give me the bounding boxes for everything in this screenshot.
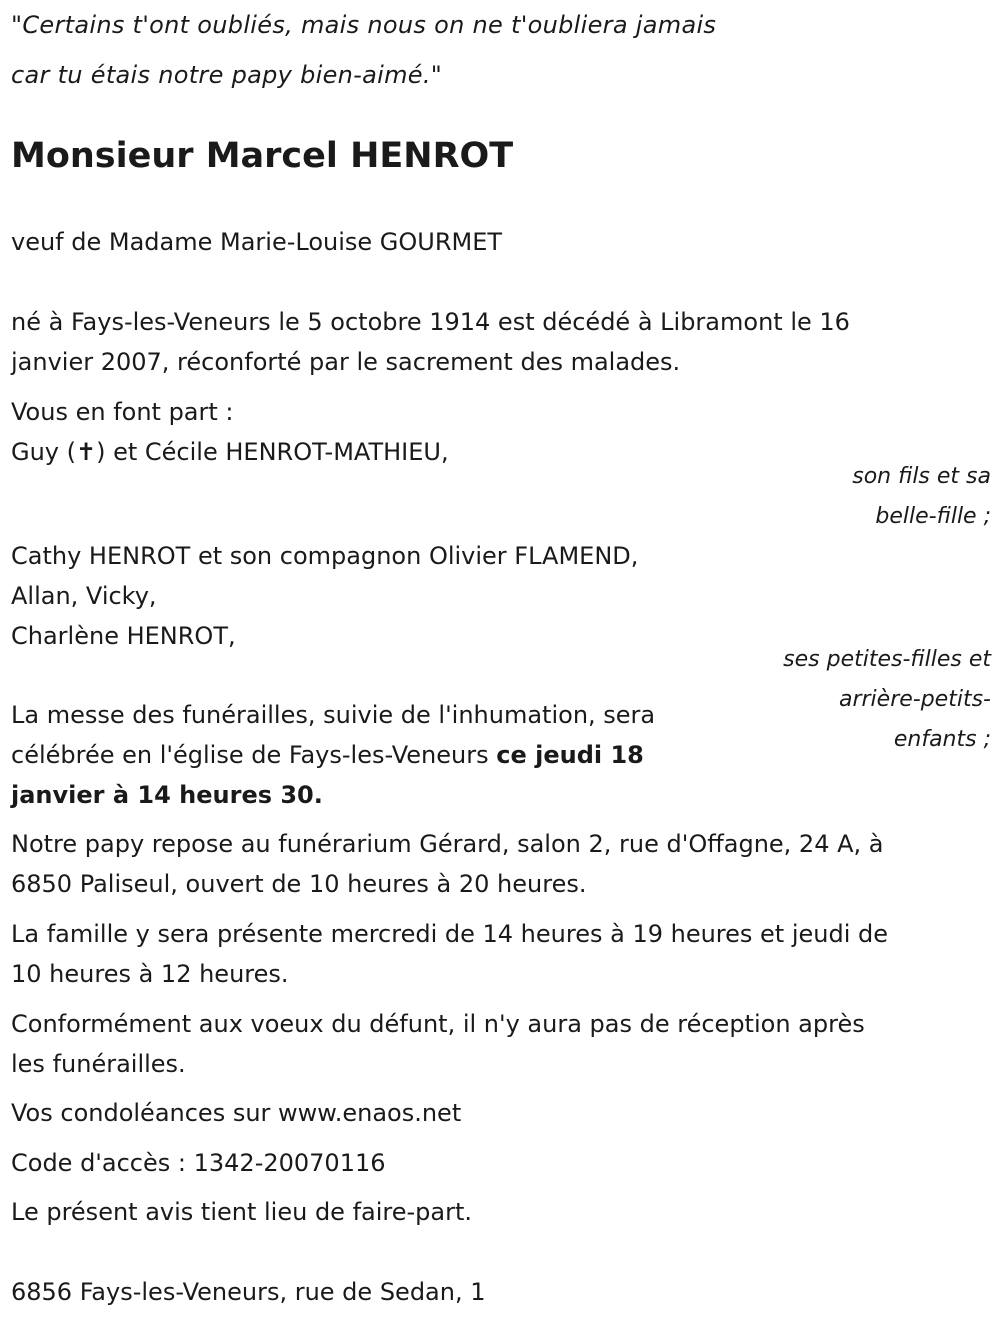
address-line: 6856 Fays-les-Veneurs, rue de Sedan, 1 [11, 1278, 486, 1306]
grandchildren-line-1: Cathy HENROT et son compagnon Olivier FLAMEND, [11, 542, 639, 570]
grandchildren-line-3: Charlène HENROT, [11, 622, 236, 650]
obituary-notice [11, 0, 991, 1328]
funeral-time-bold: janvier à 14 heures 30. [11, 781, 323, 809]
funeral-line-2-text: célébrée en l'église de Fays-les-Veneurs [11, 741, 497, 769]
reception-line-1: Conformément aux voeux du défunt, il n'y aura pas de réception après [11, 1010, 865, 1038]
funerarium-line-1: Notre papy repose au funérarium Gérard, salon 2, rue d'Offagne, 24 A, à [11, 830, 884, 858]
children-relation-line-1: son fils et sa [852, 464, 991, 489]
funeral-date-bold: ce jeudi 18 [496, 741, 644, 769]
grandchildren-line-2: Allan, Vicky, [11, 582, 157, 610]
funeral-line-2 [11, 735, 644, 775]
grandchildren-relation-line-1: ses petites-filles et [783, 647, 991, 672]
grandchildren-relation-line-2: arrière-petits- [838, 687, 991, 712]
grandchildren-relation-line-3: enfants ; [893, 727, 991, 752]
spouse-line: veuf de Madame Marie-Louise GOURMET [11, 228, 503, 256]
access-code-line: Code d'accès : 1342-20070116 [11, 1149, 386, 1177]
birth-death-line-2: janvier 2007, réconforté par le sacrement des malades. [11, 348, 681, 376]
reception-line-2: les funérailles. [11, 1050, 186, 1078]
funerarium-line-2: 6850 Paliseul, ouvert de 10 heures à 20 heures. [11, 870, 587, 898]
children-relation-line-2: belle-fille ; [875, 504, 991, 529]
announcers-intro: Vous en font part : [11, 398, 234, 426]
visits-line-2: 10 heures à 12 heures. [11, 960, 289, 988]
condolences-line: Vos condoléances sur www.enaos.net [11, 1099, 462, 1127]
children-line: Guy (✝) et Cécile HENROT-MATHIEU, [11, 438, 449, 466]
birth-death-line-1: né à Fays-les-Veneurs le 5 octobre 1914 est décédé à Libramont le 16 [11, 308, 850, 336]
visits-line-1: La famille y sera présente mercredi de 14 heures à 19 heures et jeudi de [11, 920, 889, 948]
epigraph-line-2: car tu étais notre papy bien-aimé." [11, 61, 443, 89]
epigraph-line-1: "Certains t'ont oubliés, mais nous on ne t'oubliera jamais [11, 11, 717, 39]
funeral-line-1: La messe des funérailles, suivie de l'inhumation, sera [11, 701, 656, 729]
deceased-name: Monsieur Marcel HENROT [11, 136, 514, 176]
notice-line: Le présent avis tient lieu de faire-part. [11, 1198, 473, 1226]
